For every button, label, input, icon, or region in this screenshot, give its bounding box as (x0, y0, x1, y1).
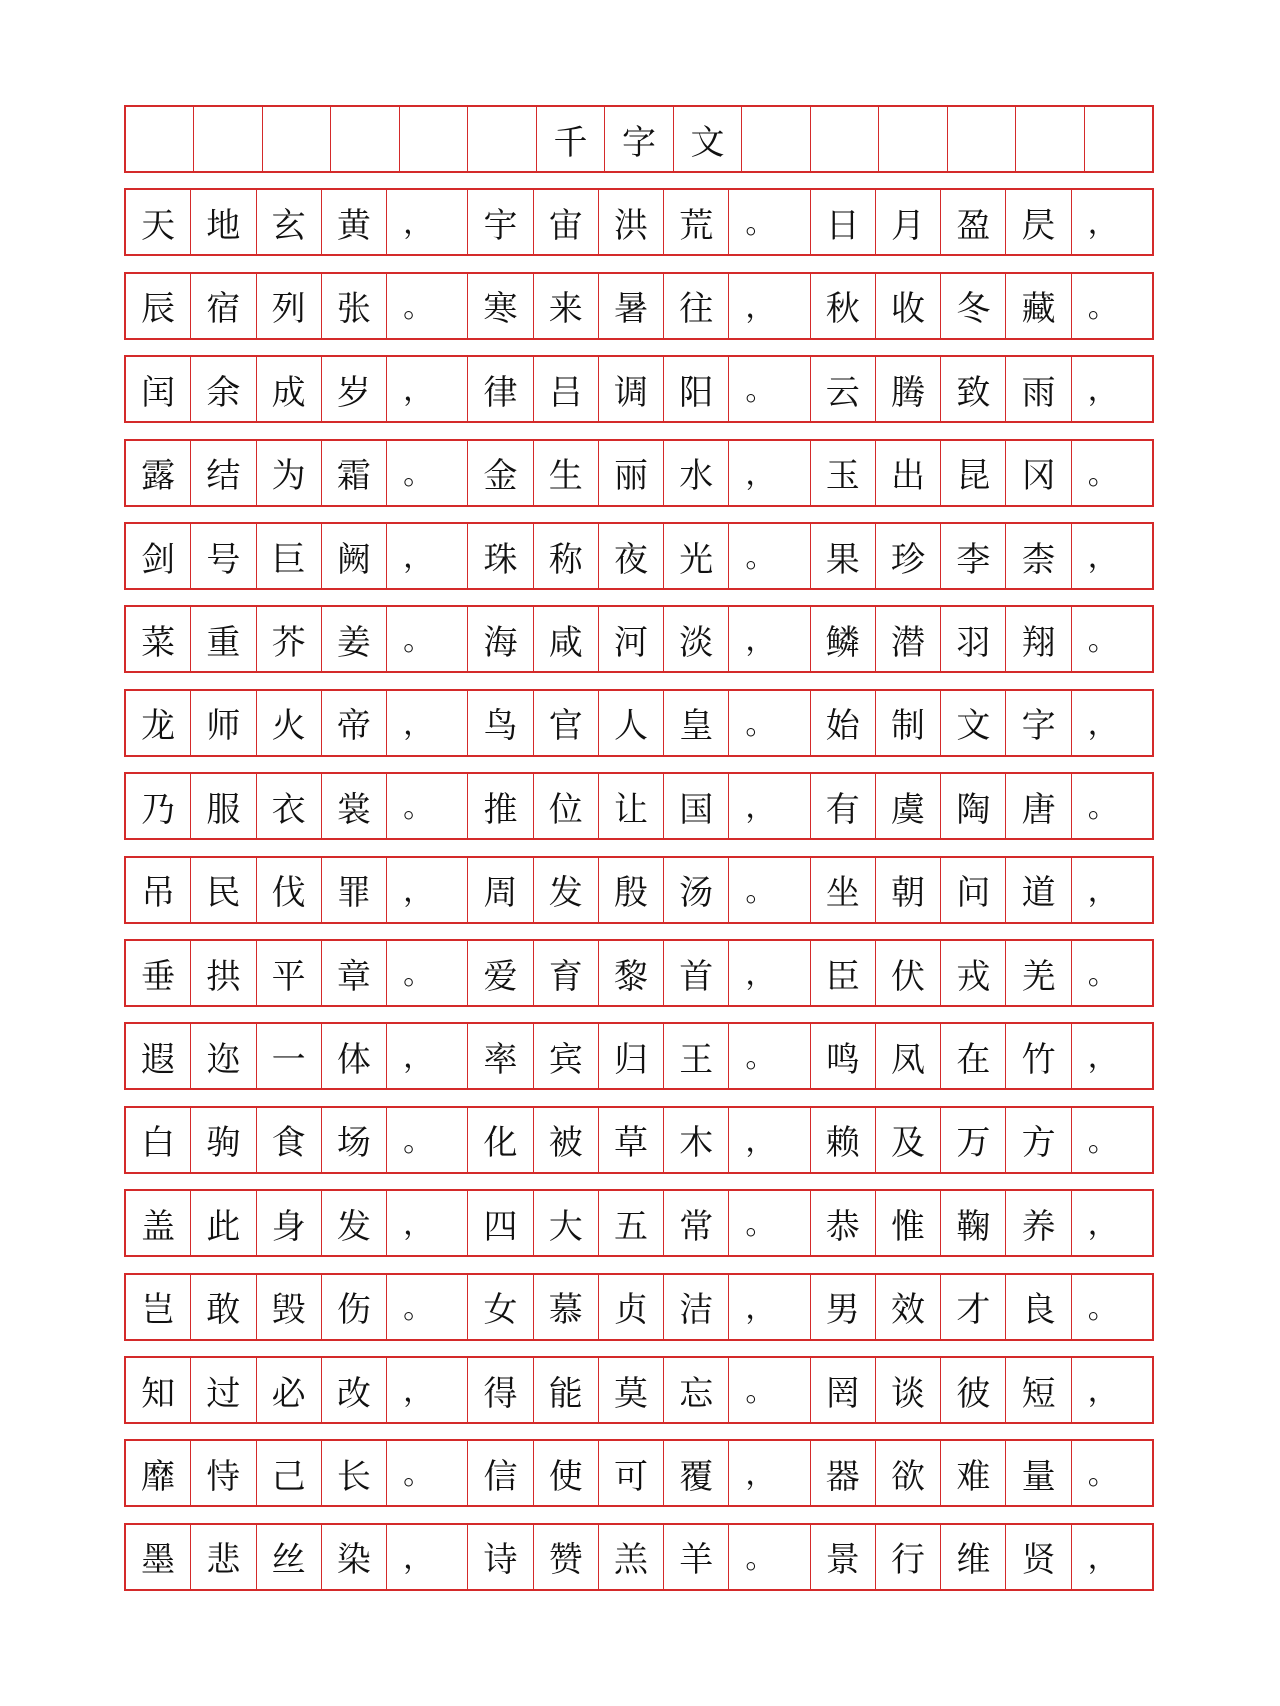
text-row (124, 188, 1154, 256)
character-cell: 芥 (257, 607, 322, 671)
character-cell: 臣 (811, 941, 876, 1005)
character-cell: 吊 (126, 858, 191, 922)
character-cell: 长 (322, 1441, 387, 1505)
character-cell: 巨 (257, 524, 322, 588)
empty-cell (742, 107, 810, 171)
character-cell: 翔 (1006, 607, 1071, 671)
empty-cell (126, 107, 194, 171)
text-row (124, 1523, 1154, 1591)
character-cell: 羊 (664, 1525, 729, 1589)
character-cell: 日 (811, 190, 876, 254)
character-cell: 柰 (1006, 524, 1071, 588)
character-cell: 爱 (468, 941, 533, 1005)
character-cell: 光 (664, 524, 729, 588)
character-cell: 羔 (599, 1525, 664, 1589)
character-cell: 虞 (876, 774, 941, 838)
character-cell: 及 (876, 1108, 941, 1172)
character-cell: 伤 (322, 1275, 387, 1339)
character-cell: 万 (941, 1108, 1006, 1172)
text-row (124, 1106, 1154, 1174)
punctuation-cell: ， (387, 1191, 468, 1255)
character-cell: 朝 (876, 858, 941, 922)
punctuation-cell: ， (729, 607, 810, 671)
empty-cell (331, 107, 399, 171)
character-cell: 火 (257, 691, 322, 755)
character-cell: 剑 (126, 524, 191, 588)
character-cell: 竹 (1006, 1024, 1071, 1088)
punctuation-cell: 。 (729, 858, 810, 922)
character-cell: 首 (664, 941, 729, 1005)
punctuation-cell: ， (387, 1525, 468, 1589)
punctuation-cell: ， (1087, 206, 1118, 242)
character-cell: 羽 (941, 607, 1006, 671)
character-cell: 欲 (876, 1441, 941, 1505)
character-cell: 重 (191, 607, 256, 671)
character-cell: 彼 (941, 1358, 1006, 1422)
character-cell: 改 (322, 1358, 387, 1422)
character-cell: 冈 (1006, 441, 1071, 505)
character-cell: 垂 (126, 941, 191, 1005)
character-cell: 一 (257, 1024, 322, 1088)
punctuation-cell: ， (387, 858, 468, 922)
character-cell: 阳 (664, 357, 729, 421)
character-cell: 效 (876, 1275, 941, 1339)
punctuation-cell: 。 (1087, 289, 1118, 325)
punctuation-cell: 。 (729, 357, 810, 421)
character-cell: 官 (534, 691, 599, 755)
character-cell: 水 (664, 441, 729, 505)
character-cell: 洪 (599, 190, 664, 254)
character-cell: 昆 (941, 441, 1006, 505)
character-cell: 露 (126, 441, 191, 505)
character-cell: 罔 (811, 1358, 876, 1422)
character-cell: 天 (126, 190, 191, 254)
punctuation-cell: ， (1087, 1040, 1118, 1076)
punctuation-cell: ， (1087, 1207, 1118, 1243)
character-cell: 黎 (599, 941, 664, 1005)
character-cell: 短 (1006, 1358, 1071, 1422)
character-cell: 可 (599, 1441, 664, 1505)
punctuation-cell: 。 (729, 1191, 810, 1255)
character-cell: 字 (605, 107, 673, 171)
punctuation-cell: 。 (1087, 790, 1118, 826)
character-cell: 率 (468, 1024, 533, 1088)
character-cell: 果 (811, 524, 876, 588)
text-row (124, 1356, 1154, 1424)
character-cell: 汤 (664, 858, 729, 922)
character-cell: 贤 (1006, 1525, 1071, 1589)
character-cell: 致 (941, 357, 1006, 421)
text-row (124, 856, 1154, 924)
character-cell: 敢 (191, 1275, 256, 1339)
character-cell: 生 (534, 441, 599, 505)
punctuation-cell: ， (387, 1024, 468, 1088)
character-cell: 身 (257, 1191, 322, 1255)
punctuation-cell: 。 (1087, 957, 1118, 992)
character-cell: 拱 (191, 941, 256, 1005)
character-cell: 冬 (941, 274, 1006, 338)
character-cell: 罪 (322, 858, 387, 922)
punctuation-cell: 。 (387, 441, 468, 505)
punctuation-cell: 。 (1087, 623, 1118, 659)
character-cell: 养 (1006, 1191, 1071, 1255)
character-cell: 河 (599, 607, 664, 671)
character-cell: 化 (468, 1108, 533, 1172)
empty-cell (1016, 107, 1084, 171)
character-cell: 地 (191, 190, 256, 254)
punctuation-cell: ， (729, 774, 810, 838)
punctuation-cell: ， (1087, 373, 1118, 409)
empty-cell (263, 107, 331, 171)
character-cell: 莫 (599, 1358, 664, 1422)
punctuation-cell: ， (387, 357, 468, 421)
character-cell: 凤 (876, 1024, 941, 1088)
character-cell: 字 (1006, 691, 1071, 755)
punctuation-cell: 。 (729, 190, 810, 254)
character-cell: 金 (468, 441, 533, 505)
character-cell: 黄 (322, 190, 387, 254)
punctuation-cell: ， (387, 524, 468, 588)
character-cell: 收 (876, 274, 941, 338)
character-cell: 龙 (126, 691, 191, 755)
character-cell: 使 (534, 1441, 599, 1505)
character-cell: 白 (126, 1108, 191, 1172)
character-cell: 云 (811, 357, 876, 421)
character-cell: 难 (941, 1441, 1006, 1505)
character-cell: 潜 (876, 607, 941, 671)
character-cell: 盈 (941, 190, 1006, 254)
character-cell: 宿 (191, 274, 256, 338)
character-cell: 伐 (257, 858, 322, 922)
character-cell: 藏 (1006, 274, 1071, 338)
character-cell: 体 (322, 1024, 387, 1088)
character-cell: 诗 (468, 1525, 533, 1589)
character-cell: 丝 (257, 1525, 322, 1589)
character-cell: 人 (599, 691, 664, 755)
character-cell: 五 (599, 1191, 664, 1255)
character-cell: 方 (1006, 1108, 1071, 1172)
character-cell: 维 (941, 1525, 1006, 1589)
character-cell: 在 (941, 1024, 1006, 1088)
character-cell: 惟 (876, 1191, 941, 1255)
character-cell: 殷 (599, 858, 664, 922)
text-row (124, 355, 1154, 423)
character-cell: 唐 (1006, 774, 1071, 838)
empty-cell (194, 107, 262, 171)
punctuation-cell: 。 (729, 1024, 810, 1088)
character-cell: 悲 (191, 1525, 256, 1589)
punctuation-cell: ， (729, 441, 810, 505)
character-cell: 常 (664, 1191, 729, 1255)
character-cell: 辰 (126, 274, 191, 338)
character-cell: 宇 (468, 190, 533, 254)
character-cell: 发 (322, 1191, 387, 1255)
punctuation-cell: ， (729, 1441, 810, 1505)
character-cell: 律 (468, 357, 533, 421)
punctuation-cell: 。 (387, 274, 468, 338)
character-cell: 能 (534, 1358, 599, 1422)
text-row (124, 1189, 1154, 1257)
empty-cell (468, 107, 536, 171)
punctuation-cell: 。 (387, 1108, 468, 1172)
character-cell: 来 (534, 274, 599, 338)
character-cell: 帝 (322, 691, 387, 755)
character-cell: 余 (191, 357, 256, 421)
character-cell: 位 (534, 774, 599, 838)
character-cell: 贞 (599, 1275, 664, 1339)
punctuation-cell: ， (1087, 540, 1118, 575)
character-cell: 咸 (534, 607, 599, 671)
character-cell: 丽 (599, 441, 664, 505)
text-row (124, 605, 1154, 673)
character-cell: 鞠 (941, 1191, 1006, 1255)
punctuation-cell: ， (1087, 873, 1118, 909)
character-cell: 岂 (126, 1275, 191, 1339)
text-row (124, 272, 1154, 340)
character-cell: 木 (664, 1108, 729, 1172)
character-cell: 量 (1006, 1441, 1071, 1505)
character-cell: 称 (534, 524, 599, 588)
character-cell: 平 (257, 941, 322, 1005)
character-cell: 道 (1006, 858, 1071, 922)
character-cell: 乃 (126, 774, 191, 838)
character-cell: 姜 (322, 607, 387, 671)
punctuation-cell: 。 (1087, 1290, 1118, 1326)
character-cell: 为 (257, 441, 322, 505)
character-cell: 发 (534, 858, 599, 922)
character-cell: 夜 (599, 524, 664, 588)
character-cell: 归 (599, 1024, 664, 1088)
character-cell: 育 (534, 941, 599, 1005)
character-cell: 始 (811, 691, 876, 755)
empty-cell (400, 107, 468, 171)
character-cell: 淡 (664, 607, 729, 671)
character-cell: 陶 (941, 774, 1006, 838)
punctuation-cell: 。 (1087, 1123, 1118, 1159)
character-cell: 昃 (1006, 190, 1071, 254)
character-cell: 文 (941, 691, 1006, 755)
character-cell: 霜 (322, 441, 387, 505)
punctuation-cell: 。 (387, 941, 468, 1005)
character-cell: 张 (322, 274, 387, 338)
character-cell: 景 (811, 1525, 876, 1589)
punctuation-cell: ， (1087, 706, 1118, 742)
character-cell: 羌 (1006, 941, 1071, 1005)
character-cell: 戎 (941, 941, 1006, 1005)
character-cell: 恃 (191, 1441, 256, 1505)
character-cell: 衣 (257, 774, 322, 838)
character-cell: 珠 (468, 524, 533, 588)
character-cell: 皇 (664, 691, 729, 755)
empty-cell (811, 107, 879, 171)
punctuation-cell: ， (729, 941, 810, 1005)
character-cell: 海 (468, 607, 533, 671)
character-cell: 宾 (534, 1024, 599, 1088)
character-cell: 场 (322, 1108, 387, 1172)
character-cell: 周 (468, 858, 533, 922)
empty-cell (879, 107, 947, 171)
character-cell: 问 (941, 858, 1006, 922)
punctuation-cell: 。 (387, 607, 468, 671)
character-cell: 号 (191, 524, 256, 588)
character-cell: 墨 (126, 1525, 191, 1589)
character-cell: 列 (257, 274, 322, 338)
character-cell: 器 (811, 1441, 876, 1505)
character-cell: 坐 (811, 858, 876, 922)
character-cell: 王 (664, 1024, 729, 1088)
character-cell: 文 (674, 107, 742, 171)
punctuation-cell: 。 (729, 691, 810, 755)
character-cell: 良 (1006, 1275, 1071, 1339)
character-cell: 调 (599, 357, 664, 421)
character-cell: 阙 (322, 524, 387, 588)
punctuation-cell: 。 (729, 524, 810, 588)
character-cell: 覆 (664, 1441, 729, 1505)
text-row (124, 689, 1154, 757)
character-cell: 迩 (191, 1024, 256, 1088)
punctuation-cell: ， (1087, 1540, 1118, 1576)
character-cell: 毁 (257, 1275, 322, 1339)
character-cell: 珍 (876, 524, 941, 588)
text-row (124, 1022, 1154, 1090)
character-cell: 闰 (126, 357, 191, 421)
text-row (124, 1439, 1154, 1507)
character-cell: 忘 (664, 1358, 729, 1422)
text-row (124, 439, 1154, 507)
character-cell: 出 (876, 441, 941, 505)
character-cell: 草 (599, 1108, 664, 1172)
character-cell: 大 (534, 1191, 599, 1255)
punctuation-cell: 。 (387, 774, 468, 838)
character-cell: 让 (599, 774, 664, 838)
character-cell: 制 (876, 691, 941, 755)
character-cell: 男 (811, 1275, 876, 1339)
character-cell: 千 (537, 107, 605, 171)
character-cell: 行 (876, 1525, 941, 1589)
character-cell: 鸟 (468, 691, 533, 755)
character-cell: 遐 (126, 1024, 191, 1088)
character-cell: 荒 (664, 190, 729, 254)
character-cell: 靡 (126, 1441, 191, 1505)
character-cell: 李 (941, 524, 1006, 588)
character-cell: 推 (468, 774, 533, 838)
text-row (124, 772, 1154, 840)
punctuation-cell: 。 (1087, 456, 1118, 492)
character-cell: 师 (191, 691, 256, 755)
empty-cell (948, 107, 1016, 171)
punctuation-cell: ， (387, 190, 468, 254)
character-cell: 食 (257, 1108, 322, 1172)
character-cell: 国 (664, 774, 729, 838)
character-cell: 得 (468, 1358, 533, 1422)
character-cell: 驹 (191, 1108, 256, 1172)
character-cell: 才 (941, 1275, 1006, 1339)
character-cell: 吕 (534, 357, 599, 421)
punctuation-cell: ， (729, 1275, 810, 1339)
character-cell: 赖 (811, 1108, 876, 1172)
character-cell: 寒 (468, 274, 533, 338)
character-cell: 恭 (811, 1191, 876, 1255)
punctuation-cell: ， (729, 274, 810, 338)
character-cell: 洁 (664, 1275, 729, 1339)
punctuation-cell: ， (387, 1358, 468, 1422)
character-cell: 伏 (876, 941, 941, 1005)
punctuation-cell: ， (729, 1108, 810, 1172)
character-cell: 女 (468, 1275, 533, 1339)
text-row (124, 1273, 1154, 1341)
punctuation-cell: ， (387, 691, 468, 755)
character-cell: 秋 (811, 274, 876, 338)
character-cell: 腾 (876, 357, 941, 421)
character-cell: 服 (191, 774, 256, 838)
empty-cell (1085, 107, 1152, 171)
punctuation-cell: 。 (729, 1358, 810, 1422)
text-row (124, 522, 1154, 590)
character-cell: 信 (468, 1441, 533, 1505)
character-cell: 过 (191, 1358, 256, 1422)
character-cell: 章 (322, 941, 387, 1005)
character-cell: 有 (811, 774, 876, 838)
character-cell: 盖 (126, 1191, 191, 1255)
character-cell: 雨 (1006, 357, 1071, 421)
punctuation-cell: 。 (1087, 1457, 1118, 1493)
character-cell: 月 (876, 190, 941, 254)
punctuation-cell: 。 (729, 1525, 810, 1589)
character-cell: 岁 (322, 357, 387, 421)
character-cell: 鸣 (811, 1024, 876, 1088)
character-cell: 此 (191, 1191, 256, 1255)
character-cell: 民 (191, 858, 256, 922)
character-cell: 赞 (534, 1525, 599, 1589)
character-cell: 菜 (126, 607, 191, 671)
character-cell: 往 (664, 274, 729, 338)
character-cell: 成 (257, 357, 322, 421)
character-cell: 染 (322, 1525, 387, 1589)
character-cell: 宙 (534, 190, 599, 254)
character-cell: 四 (468, 1191, 533, 1255)
character-cell: 玄 (257, 190, 322, 254)
title-row (124, 105, 1154, 173)
character-cell: 玉 (811, 441, 876, 505)
character-cell: 慕 (534, 1275, 599, 1339)
text-row (124, 939, 1154, 1007)
character-cell: 裳 (322, 774, 387, 838)
character-cell: 必 (257, 1358, 322, 1422)
character-cell: 知 (126, 1358, 191, 1422)
punctuation-cell: 。 (387, 1275, 468, 1339)
punctuation-cell: ， (1087, 1374, 1118, 1409)
character-cell: 己 (257, 1441, 322, 1505)
character-cell: 被 (534, 1108, 599, 1172)
punctuation-cell: 。 (387, 1441, 468, 1505)
character-cell: 暑 (599, 274, 664, 338)
character-cell: 鳞 (811, 607, 876, 671)
character-cell: 结 (191, 441, 256, 505)
character-cell: 谈 (876, 1358, 941, 1422)
